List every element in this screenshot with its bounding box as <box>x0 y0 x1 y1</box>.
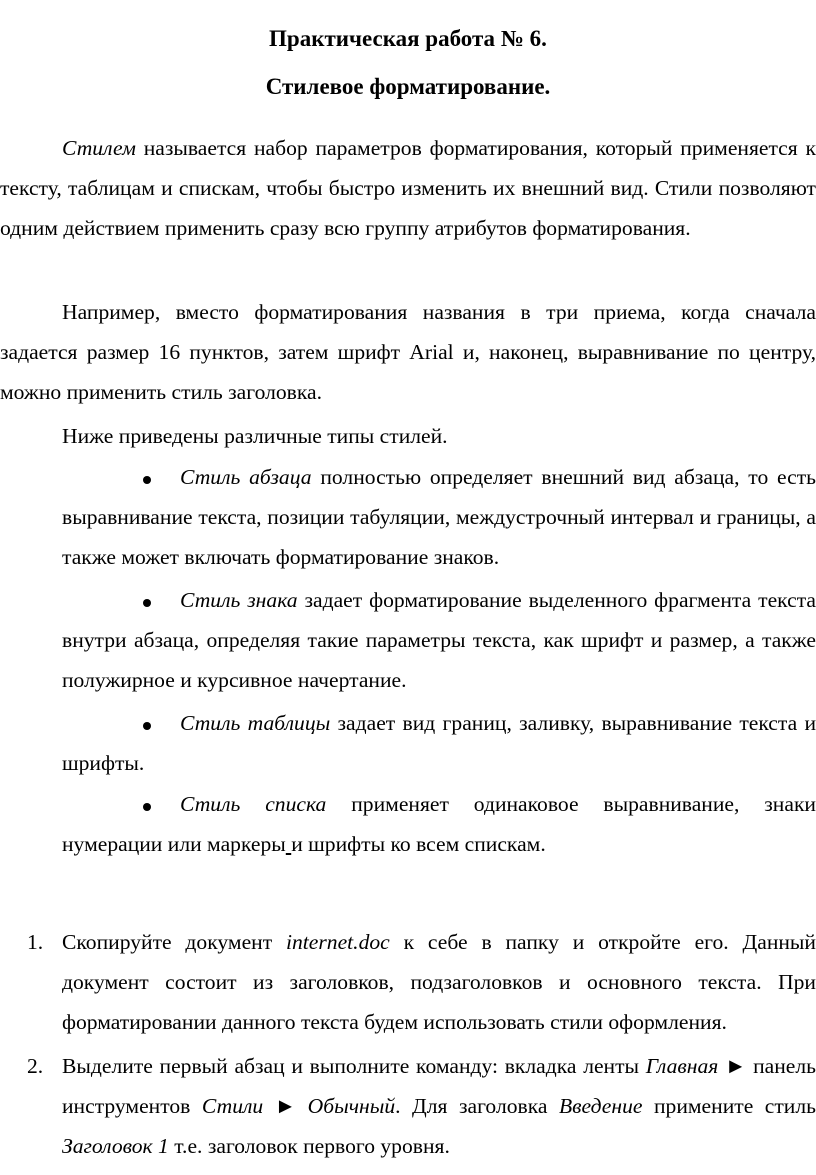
intro-paragraph <box>0 128 816 248</box>
bullet-term: Стиль таблицы <box>180 711 331 735</box>
step-text-end: к себе в папку и откройте его. Данный документ состоит из заголовков, подзаголовков и основного текста. При форматировании данного текста будем использовать стили оформления. <box>62 930 816 1034</box>
step-text: . Для заголовка <box>395 1094 559 1118</box>
bullet-item-list-style <box>62 784 816 864</box>
bullet-text: применяет одинаковое выравнивание, знаки нумерации или маркеры <box>62 792 816 856</box>
bullet-item-table-style <box>62 703 816 783</box>
step-number: 2. <box>27 1054 44 1078</box>
bullet-text: полностью определяет внешний вид абзаца, то есть выравнивание текста, позиции табуляции, междустрочный интервал и границы, а также может включать форматирование знаков. <box>62 465 816 569</box>
bullet-item-paragraph-style <box>62 457 816 577</box>
bullet-text: задает вид границ, заливку, выравнивание текста и шрифты. <box>62 711 816 775</box>
bullet-term: Стиль абзаца <box>180 465 312 489</box>
bullet-item-character-style <box>62 580 816 700</box>
step-text: примените стиль <box>642 1094 816 1118</box>
bullet-text: задает форматирование выделенного фрагмента текста внутри абзаца, определяя такие параметры текста, как шрифт и размер, а также полужирное и курсивное начертание. <box>62 588 816 692</box>
arrow-icon: ► <box>718 1054 754 1078</box>
arrow-icon: ► <box>263 1094 308 1118</box>
step-text: Скопируйте документ <box>62 930 286 954</box>
step-filename: internet.doc <box>286 930 390 954</box>
example-paragraph: Например, вместо форматирования названия в три приема, когда сначала задается размер 16 пунктов, затем шрифт Arial и, наконец, выравнивание по центру, можно применить стиль заголовка. <box>0 300 816 404</box>
intro-text: называется набор параметров форматирования, который применяется к тексту, таблицам и спискам, чтобы быстро изменить их внешний вид. Стили позволяют одним действием применить сразу всю группу атрибутов форматирования. <box>0 136 816 240</box>
document-title: Практическая работа № 6. <box>269 26 547 51</box>
step-text: Выделите первый абзац и выполните команду: вкладка ленты <box>62 1054 646 1078</box>
bullet-term: Стиль знака <box>180 588 298 612</box>
step-tab-name: Главная <box>645 1054 719 1078</box>
step-style-name: Обычный <box>307 1094 396 1118</box>
step-panel-name: Стили <box>201 1094 264 1118</box>
document-subtitle: Стилевое форматирование. <box>265 74 551 99</box>
step-heading-style: Заголовок 1 <box>62 1134 169 1158</box>
intro-term: Стилем <box>62 136 136 160</box>
step-copy-document <box>62 922 816 1042</box>
step-heading-name: Введение <box>558 1094 643 1118</box>
step-apply-styles <box>62 1046 816 1166</box>
bullet-term: Стиль списка <box>180 792 327 816</box>
types-intro-paragraph: Ниже приведены различные типы стилей. <box>62 424 448 448</box>
step-text: панель инструментов <box>62 1054 816 1118</box>
step-text-end: т.е. заголовок первого уровня. <box>168 1134 450 1158</box>
step-number: 1. <box>27 930 44 954</box>
bullet-text-end: и шрифты ко всем спискам. <box>291 832 546 856</box>
